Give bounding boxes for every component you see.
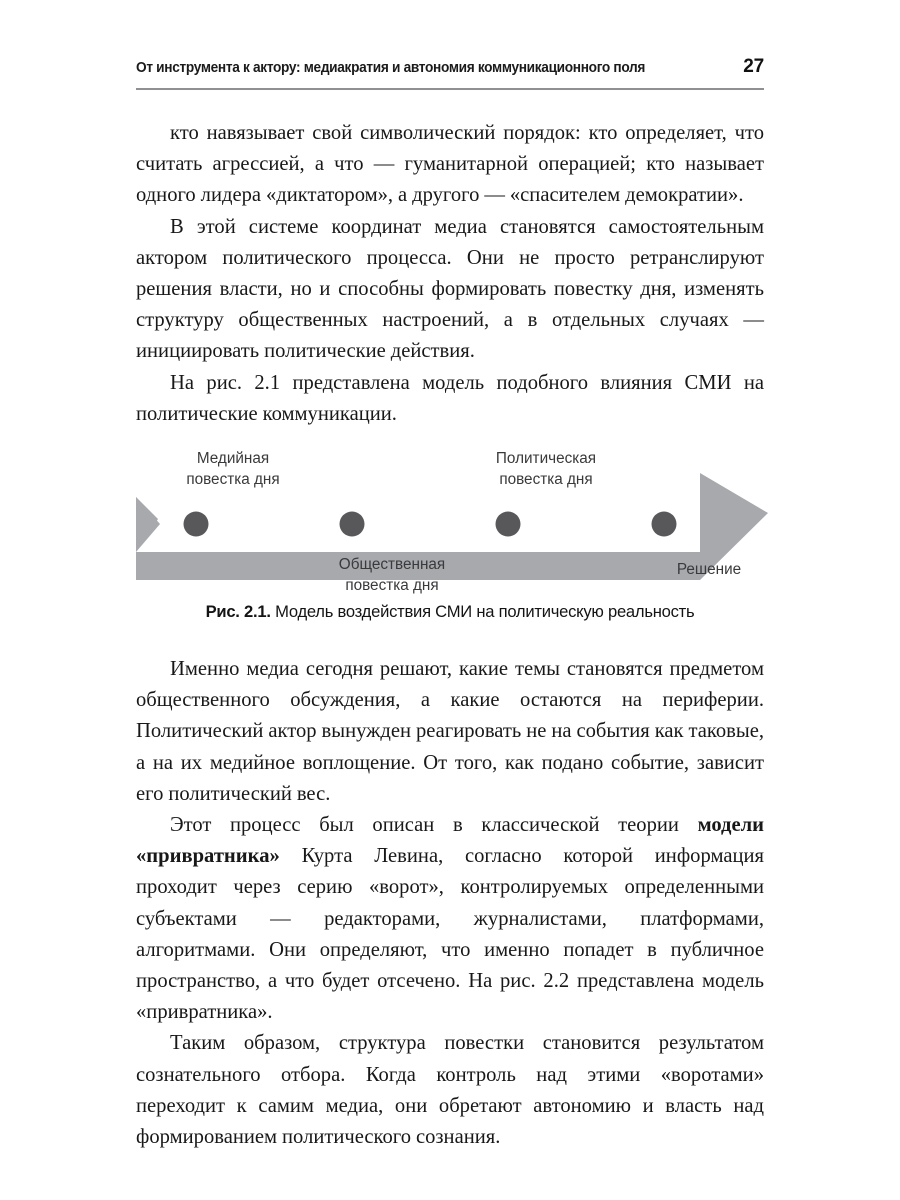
page-number: 27 [743, 56, 764, 77]
node-decision [652, 512, 677, 537]
label-public-agenda-line2: повестка дня [345, 576, 439, 594]
paragraph-5-emphasis: модели «привратника» [136, 814, 764, 868]
paragraph-1: кто навязывает свой символический порядок: кто определяет, что считать агрессией, а что — гуманитарной операцией; кто называет одного лидера «диктатором», а другого — «спасителем демократии». [136, 122, 764, 207]
paragraph-4: Именно медиа сегодня решают, какие темы становятся предметом общественного обсуждения, а какие остаются на периферии. Политический актор вынужден реагировать не на события как таковые, а на их медийное воплощение. От того, как подано событие, зависит его политический вес. [136, 658, 764, 805]
label-media-agenda-line2: повестка дня [186, 470, 280, 488]
paragraph-5-part1: Этот процесс был описан в классической теории [170, 814, 698, 837]
node-political-agenda [496, 512, 521, 537]
paragraph-6: Таким образом, структура повестки становится результатом сознательного отбора. Когда контроль над этими «воротами» переходит к самим медиа, они обретают автономию и власть над формированием политического сознания. [136, 1032, 764, 1149]
label-political-agenda-line2: повестка дня [499, 470, 593, 488]
running-head-title: От инструмента к актору: медиакратия и автономия коммуникационного поля [136, 59, 646, 76]
label-political-agenda-line1: Политическая [495, 450, 597, 467]
figure-caption [136, 602, 764, 622]
label-decision [614, 560, 804, 581]
arrow-body [136, 497, 160, 552]
node-media-agenda [184, 512, 209, 537]
paragraph-5 [136, 810, 764, 1028]
node-group [180, 508, 681, 541]
label-public-agenda-line1: Общественная [338, 556, 446, 573]
label-public-agenda [297, 555, 487, 596]
running-head [136, 56, 764, 78]
header-divider [136, 88, 764, 90]
label-media-agenda-line1: Медийная [196, 450, 270, 467]
paragraph-2: В этой системе координат медиа становятся самостоятельным актором политического процесса. Они не просто ретранслируют решения власти, но и способны формировать повестку дня, изменять структуру общественных настроений, а в отдельных случаях — инициировать политические действия. [136, 215, 764, 363]
figure-caption-text: Модель воздействия СМИ на политическую реальность [270, 602, 695, 621]
node-public-agenda [340, 512, 365, 537]
figure-caption-number: Рис. 2.1. [205, 602, 271, 621]
label-media-agenda [138, 449, 328, 490]
label-decision-text: Решение [676, 561, 742, 578]
paragraph-3: На рис. 2.1 представлена модель подобного влияния СМИ на политические коммуникации. [136, 371, 764, 425]
paragraph-5-part2: Курта Левина, согласно которой информация проходит через серию «ворот», контролируемых определенными субъектами — редакторами, журналистами, платформами, алгоритмами. Они определяют, что именно попадет в публичное пространство, а что будет отсечено. На рис. 2.2 представлена модель «привратника». [136, 845, 764, 1024]
label-political-agenda [451, 449, 641, 490]
body-text-bottom [136, 654, 764, 1153]
body-text-top [136, 118, 764, 430]
